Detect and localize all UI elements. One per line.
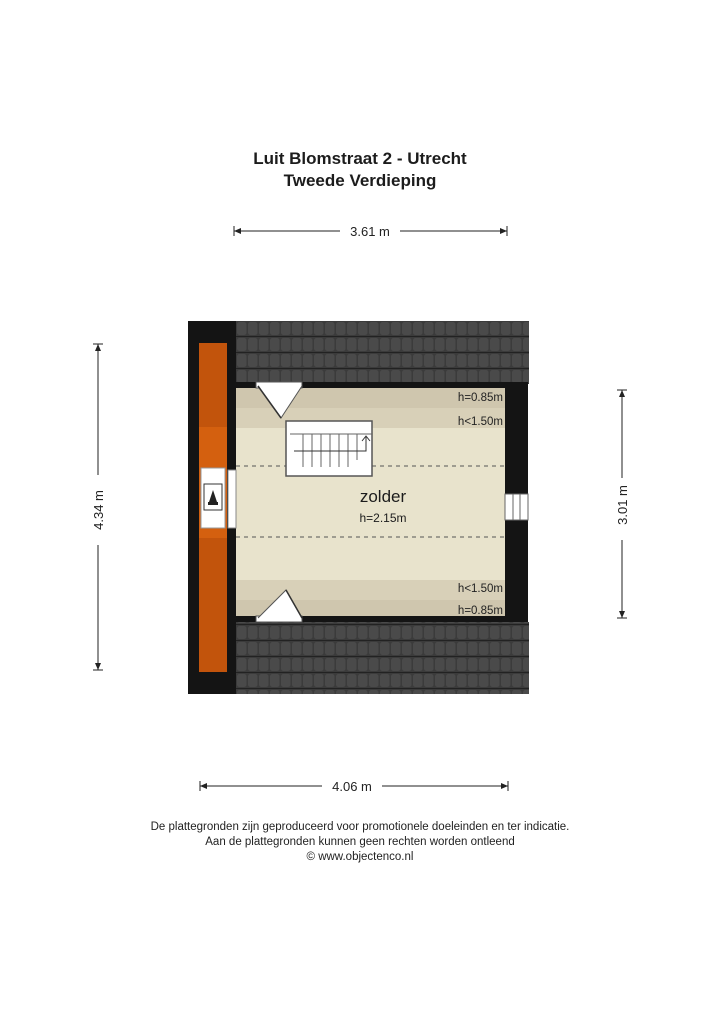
height-label-top-outer: h=0.85m (457, 392, 503, 404)
disclaimer (0, 820, 720, 865)
room-name: zolder (359, 487, 407, 506)
height-label-bottom-inner: h<1.50m (457, 583, 503, 595)
roof-tiles-bottom (234, 622, 529, 694)
floor-title: Tweede Verdieping (283, 171, 437, 190)
dimension-left-depth-label: 4.34 m (91, 490, 106, 530)
left-window (228, 470, 236, 528)
dimension-top-width (234, 224, 507, 239)
roof-tiles-top (234, 321, 529, 384)
dimension-left-depth (91, 344, 106, 670)
height-label-top-inner: h<1.50m (457, 416, 503, 428)
dimension-right-depth (615, 390, 630, 618)
room-height: h=2.15m (359, 511, 407, 525)
disclaimer-line-1: De plattegronden zijn geproduceerd voor promotionele doeleinden en ter indicatie. (150, 821, 570, 833)
right-window (505, 494, 528, 520)
dimension-bottom-width (200, 779, 508, 794)
dimension-right-depth-label: 3.01 m (615, 485, 630, 525)
staircase (286, 421, 372, 476)
address-title: Luit Blomstraat 2 - Utrecht (253, 149, 467, 168)
dimension-top-width-label: 3.61 m (350, 224, 390, 239)
disclaimer-line-2: Aan de plattegronden kunnen geen rechten worden ontleend (205, 836, 515, 848)
dimension-bottom-width-label: 4.06 m (332, 779, 372, 794)
copyright-line: © www.objectenco.nl (306, 851, 414, 863)
height-label-bottom-outer: h=0.85m (457, 605, 503, 617)
stove-icon (204, 484, 222, 510)
